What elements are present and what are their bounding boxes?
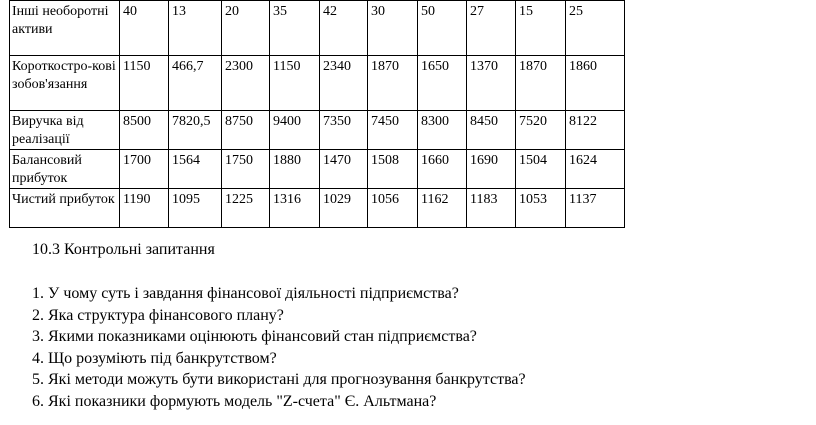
table-cell: 20 (222, 1, 270, 56)
row-label: Балансовий прибуток (10, 150, 120, 189)
table-cell: 1508 (368, 150, 418, 189)
table-cell: 1700 (120, 150, 169, 189)
table-cell: 1690 (467, 150, 516, 189)
list-item: 3. Якими показниками оцінюють фінансовий стан підприємства? (32, 328, 477, 345)
table-cell: 42 (320, 1, 368, 56)
table-cell: 25 (566, 1, 625, 56)
table-cell: 1150 (120, 56, 169, 111)
table-cell: 1029 (320, 189, 368, 228)
table-cell: 7520 (516, 111, 566, 150)
table-cell: 1056 (368, 189, 418, 228)
list-item: 6. Які показники формують модель "Z-счета" Є. Альтмана? (32, 392, 437, 410)
table-cell: 7820,5 (169, 111, 222, 150)
list-item: 5. Які методи можуть бути використані для прогнозування банкрутства? (32, 371, 526, 388)
table-cell: 27 (467, 1, 516, 56)
table-cell: 1183 (467, 189, 516, 228)
table-cell: 1470 (320, 150, 368, 189)
list-item: 1. У чому суть і завдання фінансової діяльності підприємства? (32, 285, 459, 302)
table-cell: 50 (418, 1, 467, 56)
table-cell: 1650 (418, 56, 467, 111)
table-cell: 8122 (566, 111, 625, 150)
section-title: 10.3 Контрольні запитання (32, 241, 215, 258)
row-label: Чистий прибуток (10, 189, 120, 228)
table-row (10, 189, 625, 228)
table-cell: 1624 (566, 150, 625, 189)
table-body (10, 1, 625, 228)
table-cell: 1162 (418, 189, 467, 228)
table-cell: 35 (270, 1, 320, 56)
row-label: Виручка від реалізації (10, 111, 120, 150)
table-cell: 2300 (222, 56, 270, 111)
list-item: 2. Яка структура фінансового плану? (32, 306, 284, 324)
table-cell: 8450 (467, 111, 516, 150)
table-cell: 1750 (222, 150, 270, 189)
table-row (10, 56, 625, 111)
table-cell: 1370 (467, 56, 516, 111)
table-cell: 1225 (222, 189, 270, 228)
table-cell: 1870 (368, 56, 418, 111)
table-cell: 8500 (120, 111, 169, 150)
list-item: 4. Що розуміють під банкрутством? (32, 349, 277, 367)
table-row (10, 1, 625, 56)
table-cell: 8300 (418, 111, 467, 150)
table-cell: 1316 (270, 189, 320, 228)
table-cell: 466,7 (169, 56, 222, 111)
table-cell: 1150 (270, 56, 320, 111)
table-cell: 7450 (368, 111, 418, 150)
table-cell: 1504 (516, 150, 566, 189)
table-cell: 7350 (320, 111, 368, 150)
table-cell: 1053 (516, 189, 566, 228)
table-cell: 1660 (418, 150, 467, 189)
table-cell: 2340 (320, 56, 368, 111)
table-cell: 9400 (270, 111, 320, 150)
table-cell: 40 (120, 1, 169, 56)
table-cell: 1137 (566, 189, 625, 228)
table-cell: 1095 (169, 189, 222, 228)
table-cell: 15 (516, 1, 566, 56)
questions-list (32, 283, 526, 412)
table-cell: 1190 (120, 189, 169, 228)
table-cell: 1860 (566, 56, 625, 111)
table-cell: 1564 (169, 150, 222, 189)
table-cell: 1870 (516, 56, 566, 111)
financial-data-table (9, 0, 625, 228)
row-label: Короткостро-кові зобов'язання (10, 56, 120, 111)
table-row (10, 150, 625, 189)
table-cell: 13 (169, 1, 222, 56)
table-cell: 30 (368, 1, 418, 56)
table-cell: 1880 (270, 150, 320, 189)
table-cell: 8750 (222, 111, 270, 150)
row-label: Інші необоротні активи (10, 1, 120, 56)
table-row (10, 111, 625, 150)
